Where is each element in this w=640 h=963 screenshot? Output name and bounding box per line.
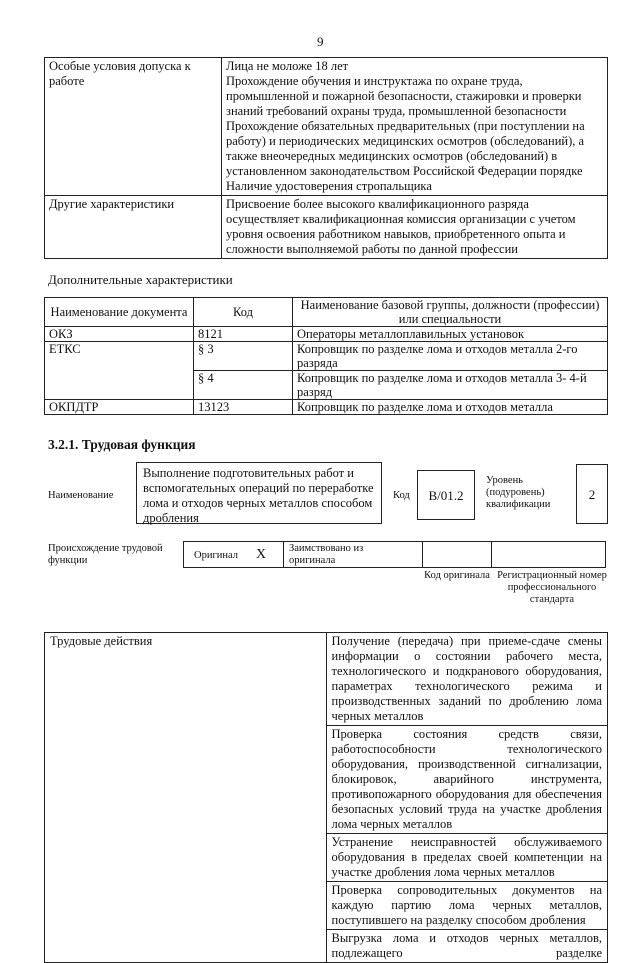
condition-line: Прохождение обязательных предварительных (при поступлении на работу) и периодических медицинских осмотров (обследований), а также внеочередных медицинских осмотров (обследований) в установленном законодательством Российской Федерации порядке <box>226 119 585 178</box>
row-code: 13123 <box>194 400 293 415</box>
condition-line: Прохождение обучения и инструктажа по охране труда, промышленной и пожарной безопасности, стажировки и проверки знаний требований охраны труда, промышленной безопасности <box>226 74 582 118</box>
row-doc: ЕТКС <box>45 342 194 400</box>
header-code: Код <box>194 298 293 327</box>
function-name-label: Наименование <box>48 490 114 501</box>
table-row <box>45 327 608 342</box>
header-document: Наименование документа <box>45 298 194 327</box>
special-conditions-value <box>222 58 608 196</box>
special-conditions-row <box>45 58 608 196</box>
condition-line: Наличие удостоверения стропальщика <box>226 179 432 193</box>
original-mark: X <box>256 547 267 562</box>
origin-divider <box>491 542 492 567</box>
row-code: § 4 <box>194 371 293 400</box>
conditions-table <box>44 57 608 259</box>
additional-characteristics-table <box>44 297 608 415</box>
table-row <box>45 400 608 415</box>
page-number: 9 <box>317 34 324 49</box>
table-row <box>45 342 608 371</box>
borrowed-label: Заимствовано из оригинала <box>289 543 364 566</box>
labor-action-item: Получение (передача) при приеме-сдаче смены информации о состоянии рабочего места, технологического и подкранового оборудования, параметрах технологического режима и производственных заданий по дроблению лома черных металлов <box>326 633 608 726</box>
labor-actions-table <box>44 632 608 963</box>
qualification-level-value: 2 <box>576 464 608 524</box>
row-name: Копровщик по разделке лома и отходов металла 2-го разряда <box>293 342 608 371</box>
labor-action-item: Проверка состояния средств связи, работоспособности технологического оборудования, производственной сигнализации, блокировок, аварийного инструмента, противопожарного оборудования для обеспечения безопасных условий труда на участке дробления лома черных металлов <box>326 726 608 834</box>
row-doc: ОКЗ <box>45 327 194 342</box>
function-name-value: Выполнение подготовительных работ и вспомогательных операций по переработке лома и отходов черных металлов способом дробления <box>136 462 382 524</box>
other-characteristics-value: Присвоение более высокого квалификационного разряда осуществляет квалификационная комиссия организации с учетом уровня освоения работником навыков, приобретенного опыта и сложности выполняемой работы по данной профессии <box>222 196 608 259</box>
labor-action-item: Выгрузка лома и отходов черных металлов, подлежащего разделке <box>326 930 608 963</box>
function-code-label: Код <box>393 490 410 501</box>
origin-divider <box>422 542 423 567</box>
labor-action-item: Проверка сопроводительных документов на каждую партию лома черных металлов, поступившего на разделку способом дробления <box>326 882 608 930</box>
original-label: Оригинал <box>194 550 238 561</box>
labor-actions-label: Трудовые действия <box>45 633 327 963</box>
condition-line: Лица не моложе 18 лет <box>226 59 349 73</box>
code-original-caption: Код оригинала <box>424 570 490 581</box>
origin-divider <box>283 542 284 567</box>
section-title: 3.2.1. Трудовая функция <box>48 437 196 452</box>
row-code: § 3 <box>194 342 293 371</box>
row-name: Копровщик по разделке лома и отходов металла <box>293 400 608 415</box>
header-group-name: Наименование базовой группы, должности (профессии) или специальности <box>293 298 608 327</box>
table-row <box>45 633 608 726</box>
row-name: Операторы металлоплавильных установок <box>293 327 608 342</box>
function-code-value: B/01.2 <box>417 470 475 520</box>
row-code: 8121 <box>194 327 293 342</box>
row-name: Копровщик по разделке лома и отходов металла 3- 4-й разряд <box>293 371 608 400</box>
labor-action-item: Устранение неисправностей обслуживаемого оборудования в пределах своей компетенции на участке дробления лома черных металлов <box>326 834 608 882</box>
other-characteristics-row <box>45 196 608 259</box>
table-header-row <box>45 298 608 327</box>
origin-label: Происхождение трудовой функции <box>48 543 163 566</box>
origin-grid <box>183 541 606 568</box>
row-doc: ОКПДТР <box>45 400 194 415</box>
qualification-level-label: Уровень (подуровень) квалификации <box>486 475 551 510</box>
additional-characteristics-title: Дополнительные характеристики <box>48 272 233 287</box>
registration-number-caption: Регистрационный номер профессионального стандарта <box>497 570 607 605</box>
special-conditions-label: Особые условия допуска к работе <box>45 58 222 196</box>
other-characteristics-label: Другие характеристики <box>45 196 222 259</box>
